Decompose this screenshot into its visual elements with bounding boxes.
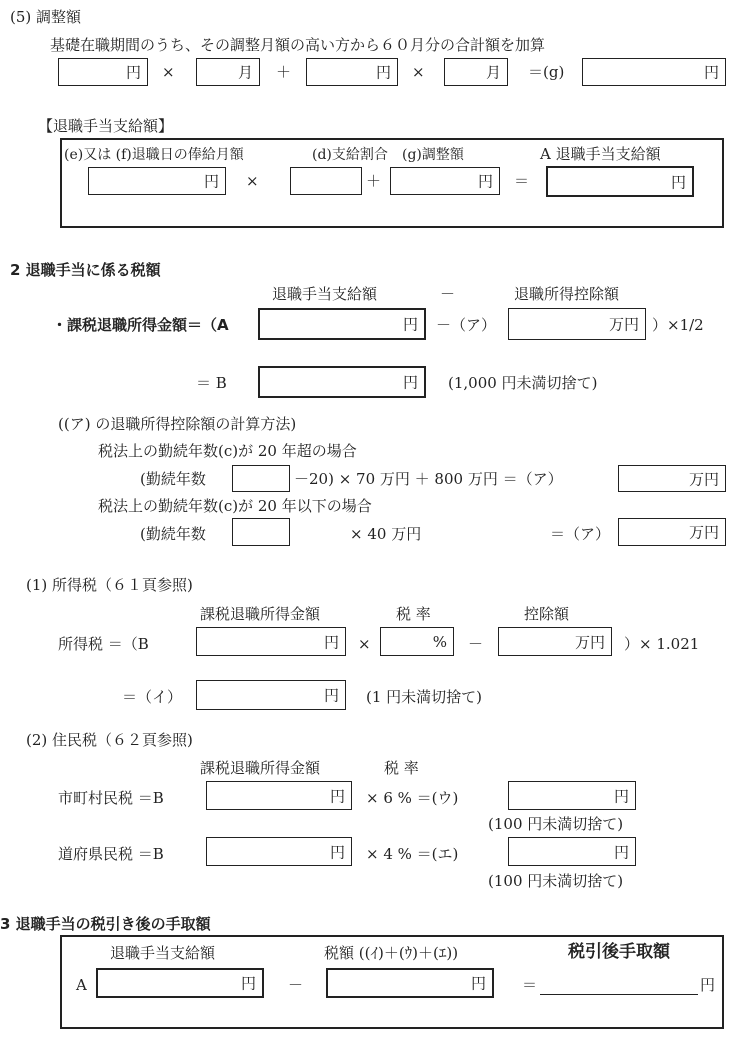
times-sign-2: ×: [412, 63, 425, 81]
under-20-open: (勤続年数: [140, 525, 206, 543]
a-deduction-under-20-field[interactable]: 万円: [618, 518, 726, 546]
section-3-heading: 3 退職手当の税引き後の手取額: [0, 915, 211, 933]
city-tax-label: 市町村民税 ＝B: [58, 789, 164, 807]
income-deduction-field[interactable]: 万円: [498, 627, 612, 656]
net-label-net: 税引後手取額: [568, 942, 670, 962]
city-rate-label: × 6 % ＝(ウ): [366, 789, 459, 807]
income-multiplier: ）× 1.021: [624, 635, 700, 653]
resident-label-taxable: 課税退職所得金額: [200, 759, 321, 777]
income-label-deduction: 控除額: [524, 605, 570, 623]
over-20-open: (勤続年数: [140, 470, 206, 488]
equals-i-label: ＝（イ）: [122, 688, 183, 706]
times-sign: ×: [162, 63, 175, 81]
equals-sign: ＝: [514, 172, 530, 190]
payment-col-total: A 退職手当支給額: [540, 145, 661, 163]
net-tax-field[interactable]: 円: [326, 968, 494, 998]
section-5-heading: (5) 調整額: [10, 8, 82, 26]
adjustment-amount-field-2[interactable]: 円: [306, 58, 398, 86]
over-20-years-label: 税法上の勤続年数(c)が 20 年超の場合: [98, 442, 357, 460]
e-pref-tax-field[interactable]: 円: [508, 837, 636, 866]
plus-sign-2: ＋: [366, 172, 382, 190]
adjustment-amount-field[interactable]: 円: [58, 58, 148, 86]
income-label-rate: 税 率: [396, 605, 431, 623]
net-label-tax: 税額 ((ｲ)＋(ｳ)＋(ｴ)): [324, 944, 459, 962]
pref-rate-label: × 4 % ＝(エ): [366, 845, 459, 863]
equals-g-label: ＝(g): [528, 63, 565, 81]
net-minus: －: [288, 976, 304, 994]
g-adjustment-total-field[interactable]: 円: [582, 58, 726, 86]
net-equals: ＝: [522, 976, 538, 994]
income-b-field[interactable]: 円: [196, 627, 346, 656]
income-times: ×: [358, 635, 371, 653]
deduction-calc-title: ((ア) の退職所得控除額の計算方法): [58, 415, 297, 433]
times-sign-3: ×: [246, 172, 259, 190]
net-label-payment: 退職手当支給額: [110, 944, 216, 962]
income-tax-heading: (1) 所得税（６１頁参照): [26, 576, 193, 594]
under-20-eq: ＝（ア）: [550, 525, 611, 543]
section-5-description: 基礎在職期間のうち、その調整月額の高い方から６０月分の合計額を加算: [50, 36, 546, 54]
a-deduction-over-20-field[interactable]: 万円: [618, 465, 726, 492]
payment-col-salary: (e)又は (f)退職日の俸給月額: [64, 147, 244, 163]
net-a-label: A: [76, 976, 87, 994]
half-multiplier: ）×1/2: [652, 316, 704, 334]
income-formula-label: 所得税 ＝（B: [58, 635, 149, 653]
months-field-2[interactable]: 月: [444, 58, 508, 86]
net-a-payment-field[interactable]: 円: [96, 968, 264, 998]
pref-b-field[interactable]: 円: [206, 837, 352, 866]
resident-label-rate: 税 率: [384, 759, 419, 777]
u-city-tax-field[interactable]: 円: [508, 781, 636, 810]
b-taxable-field[interactable]: 円: [258, 366, 426, 398]
years-field-over-20[interactable]: [232, 465, 290, 492]
monthly-salary-field[interactable]: 円: [88, 167, 226, 195]
minus-a-label: －（ア）: [436, 316, 497, 334]
plus-sign: ＋: [276, 63, 292, 81]
pref-tax-label: 道府県民税 ＝B: [58, 845, 164, 863]
city-round-note: (100 円未満切捨て): [488, 815, 624, 833]
payment-col-adjust: (g)調整額: [402, 147, 464, 163]
payment-col-rate: (d)支給割合: [312, 147, 388, 163]
under-20-times: × 40 万円: [350, 525, 422, 543]
income-label-taxable: 課税退職所得金額: [200, 605, 321, 623]
pref-round-note: (100 円未満切捨て): [488, 872, 624, 890]
months-field[interactable]: 月: [196, 58, 260, 86]
a-payment-total-field[interactable]: 円: [546, 166, 694, 197]
i-income-tax-field[interactable]: 円: [196, 680, 346, 710]
net-amount-field[interactable]: [540, 978, 698, 995]
b-round-note: (1,000 円未満切捨て): [448, 374, 598, 392]
resident-tax-heading: (2) 住民税（６２頁参照): [26, 731, 193, 749]
under-20-years-label: 税法上の勤続年数(c)が 20 年以下の場合: [98, 497, 372, 515]
income-rate-field[interactable]: %: [380, 627, 454, 656]
taxable-formula-label: ・課税退職所得金額＝（A: [52, 316, 229, 334]
payment-rate-field[interactable]: [290, 167, 362, 195]
label-deduction: 退職所得控除額: [514, 285, 620, 303]
years-field-under-20[interactable]: [232, 518, 290, 546]
adjust-amount-field[interactable]: 円: [390, 167, 500, 195]
city-b-field[interactable]: 円: [206, 781, 352, 810]
a-payment-field[interactable]: 円: [258, 308, 426, 340]
net-unit: 円: [700, 976, 716, 994]
label-payment: 退職手当支給額: [272, 285, 378, 303]
section-2-heading: 2 退職手当に係る税額: [10, 261, 161, 279]
a-deduction-field[interactable]: 万円: [508, 308, 646, 340]
income-minus: －: [468, 635, 484, 653]
label-minus: －: [440, 285, 456, 303]
payment-heading: 【退職手当支給額】: [38, 117, 174, 135]
over-20-formula: －20) × 70 万円 ＋ 800 万円 ＝（ア）: [294, 470, 563, 488]
equals-b-label: ＝ B: [196, 374, 227, 392]
i-round-note: (1 円未満切捨て): [366, 688, 483, 706]
